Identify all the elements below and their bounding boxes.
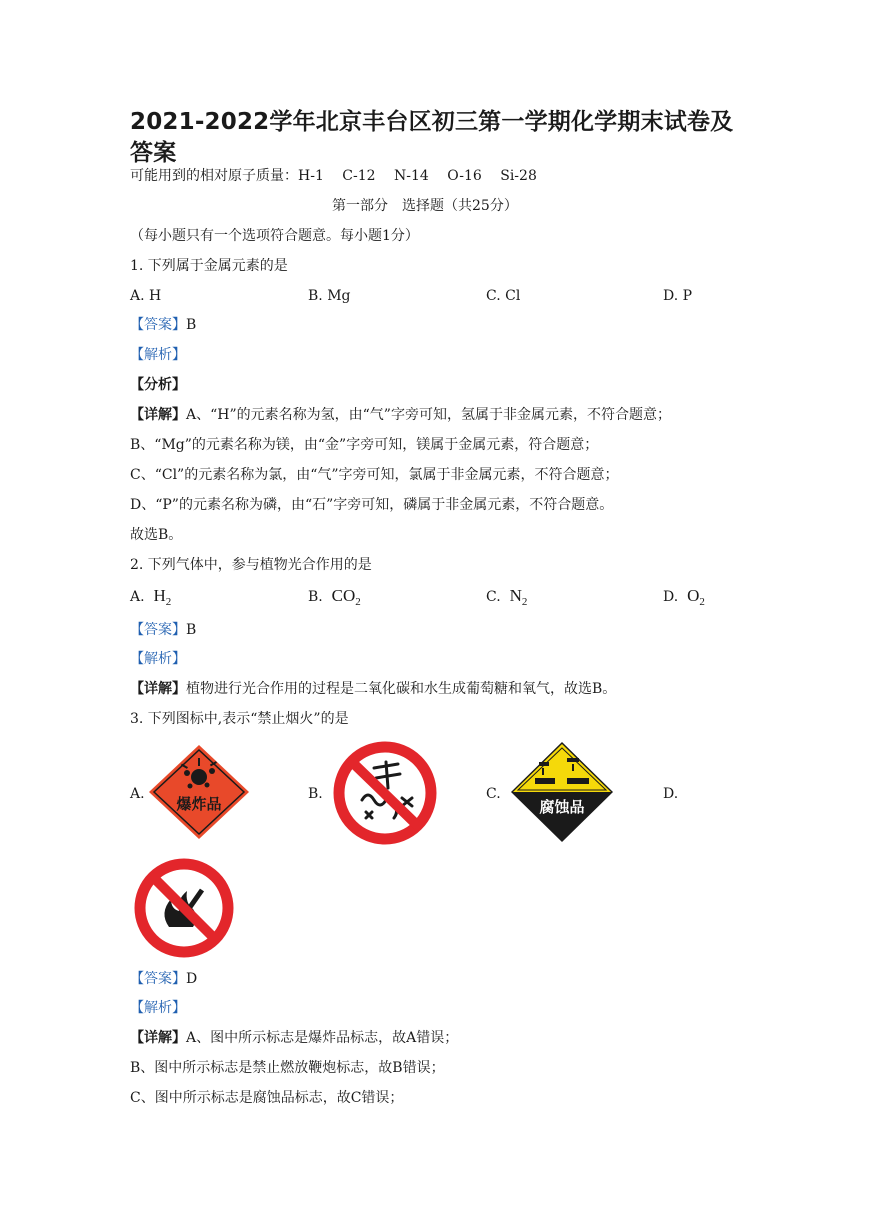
formula-subscript: 2 [521, 596, 528, 608]
formula-subscript: 2 [355, 596, 361, 608]
q1-detail-line-2: B、“Mg”的元素名称为镁，由“金”字旁可知，镁属于金属元素，符合题意； [130, 437, 599, 453]
answer-value: D [186, 971, 198, 987]
formula-base: H [153, 586, 166, 605]
option-text: P [682, 288, 693, 304]
formula-base: N [509, 586, 522, 605]
q1-option-d [663, 287, 692, 305]
answer-label: 【答案】 [130, 971, 186, 987]
atomic-masses: 可能用到的相对原子质量：H-1 C-12 N-14 O-16 Si-28 [130, 168, 537, 184]
q1-analysis-label: 【解析】 [130, 347, 186, 363]
q3-analysis-label: 【解析】 [130, 1000, 186, 1016]
corrosive-sign-icon [509, 740, 615, 844]
option-letter: D. [663, 288, 679, 304]
formula-o2 [687, 586, 705, 608]
answer-label: 【答案】 [130, 317, 186, 333]
q3-detail-line-3: C、图中所示标志是腐蚀品标志，故C错误； [130, 1090, 404, 1106]
q2-analysis-label: 【解析】 [130, 651, 186, 667]
explosive-sign-text: 爆炸品 [176, 795, 222, 813]
q2-answer [130, 621, 196, 639]
q3-answer [130, 970, 197, 988]
formula-base: CO [331, 586, 356, 605]
detail-text: A、“H”的元素名称为氢，由“气”字旁可知，氢属于非金属元素，不符合题意； [186, 407, 671, 423]
q1-detail-line-4: D、“P”的元素名称为磷，由“石”字旁可知，磷属于非金属元素，不符合题意。 [130, 497, 614, 513]
q3-option-a-letter: A. [130, 786, 145, 802]
answer-label: 【答案】 [130, 622, 186, 638]
option-letter: D. [663, 589, 679, 605]
option-letter: B. [308, 288, 323, 304]
detail-label: 【详解】 [130, 407, 186, 423]
part-heading: 第一部分 选择题（共25分） [332, 198, 518, 214]
q3-option-d-letter: D. [663, 786, 679, 802]
formula-co2 [331, 586, 361, 608]
q1-answer [130, 316, 196, 334]
detail-text: 植物进行光合作用的过程是二氧化碳和水生成葡萄糖和氧气，故选B。 [186, 681, 617, 697]
q3-detail-line-1 [130, 1029, 458, 1047]
part-instruction: （每小题只有一个选项符合题意。每小题1分） [130, 228, 419, 244]
formula-h2 [153, 586, 172, 608]
formula-subscript: 2 [699, 596, 705, 608]
answer-value: B [186, 622, 197, 638]
q2-stem: 2. 下列气体中，参与植物光合作用的是 [130, 557, 372, 573]
q1-stem: 1. 下列属于金属元素的是 [130, 258, 288, 274]
q2-option-b [308, 587, 361, 611]
q1-conclusion: 故选B。 [130, 527, 183, 543]
detail-text: A、图中所示标志是爆炸品标志，故A错误； [186, 1030, 459, 1046]
option-letter: C. [486, 589, 501, 605]
detail-label: 【详解】 [130, 681, 186, 697]
option-letter: A. [130, 288, 145, 304]
no-firecrackers-sign-icon [332, 740, 438, 846]
option-letter: B. [308, 589, 323, 605]
document-title: 2021-2022学年北京丰台区初三第一学期化学期末试卷及答案 [130, 109, 734, 166]
option-text: Mg [327, 288, 351, 304]
q2-option-c [486, 587, 527, 611]
q1-detail-line-3: C、“Cl”的元素名称为氯，由“气”字旁可知，氯属于非金属元素，不符合题意； [130, 467, 619, 483]
q1-detail-line-1 [130, 406, 671, 424]
q2-detail [130, 680, 616, 698]
q2-option-a [130, 587, 171, 611]
q1-option-b [308, 287, 351, 305]
formula-n2 [509, 586, 528, 608]
option-text: H [149, 288, 162, 304]
option-text: Cl [505, 288, 521, 304]
q3-option-b-letter: B. [308, 786, 323, 802]
q1-fenxi-label: 【分析】 [130, 377, 186, 393]
option-letter: A. [130, 589, 145, 605]
option-letter: C. [486, 288, 501, 304]
detail-label: 【详解】 [130, 1030, 186, 1046]
q3-stem: 3. 下列图标中,表示“禁止烟火”的是 [130, 711, 349, 727]
q2-option-d [663, 587, 705, 611]
formula-subscript: 2 [165, 596, 172, 608]
no-fire-sign-icon [133, 857, 235, 959]
q1-option-c [486, 287, 520, 305]
corrosive-sign-text: 腐蚀品 [539, 798, 585, 816]
explosive-sign-icon [147, 743, 251, 841]
answer-value: B [186, 317, 197, 333]
formula-base: O [687, 586, 700, 605]
q3-detail-line-2: B、图中所示标志是禁止燃放鞭炮标志，故B错误； [130, 1060, 445, 1076]
q3-option-c-letter: C. [486, 786, 501, 802]
q1-option-a [130, 287, 161, 305]
